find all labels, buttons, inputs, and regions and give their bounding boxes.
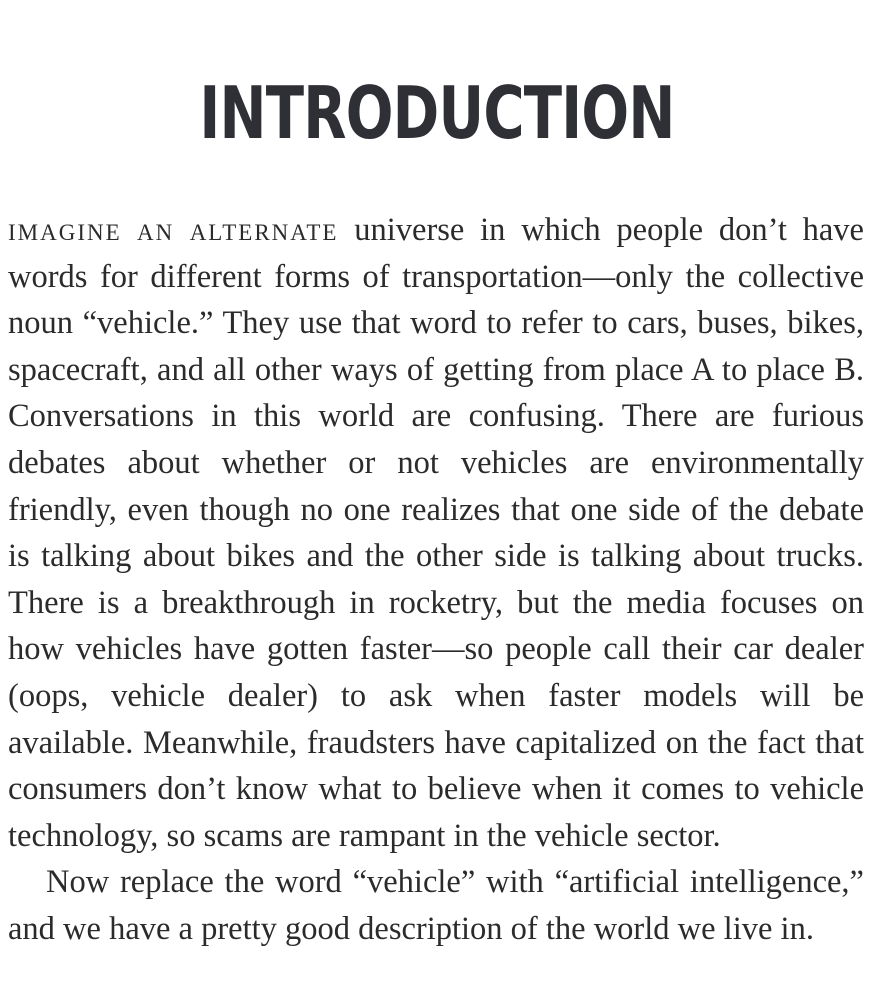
chapter-title: INTRODUCTION — [199, 71, 675, 156]
chapter-body — [8, 207, 864, 953]
paragraph-1-text: universe in which people don’t have words for different forms of transportation—only the collective noun “vehicle.” They use that word to refer to cars, buses, bikes, spacecraft, and all other ways of getting from place A to place B. Conversations in this world are confusing. There are furious debates about whether or not vehicles are environmentally friendly, even though no one realizes that one side of the debate is talking about bikes and the other side is talking about trucks. There is a breakthrough in rocketry, but the media focuses on how vehicles have gotten faster—so people call their car dealer (oops, vehicle dealer) to ask when faster models will be available. Meanwhile, fraudsters have capitalized on the fact that consumers don’t know what to believe when it comes to vehicle technology, so scams are rampant in the vehicle sector. — [8, 212, 864, 854]
paragraph-lead-in: imagine an alternate — [8, 212, 339, 248]
paragraph-2: Now replace the word “vehicle” with “artificial intelligence,” and we have a pretty good description of the world we live in. — [8, 864, 864, 947]
paragraph-1 — [8, 207, 864, 859]
